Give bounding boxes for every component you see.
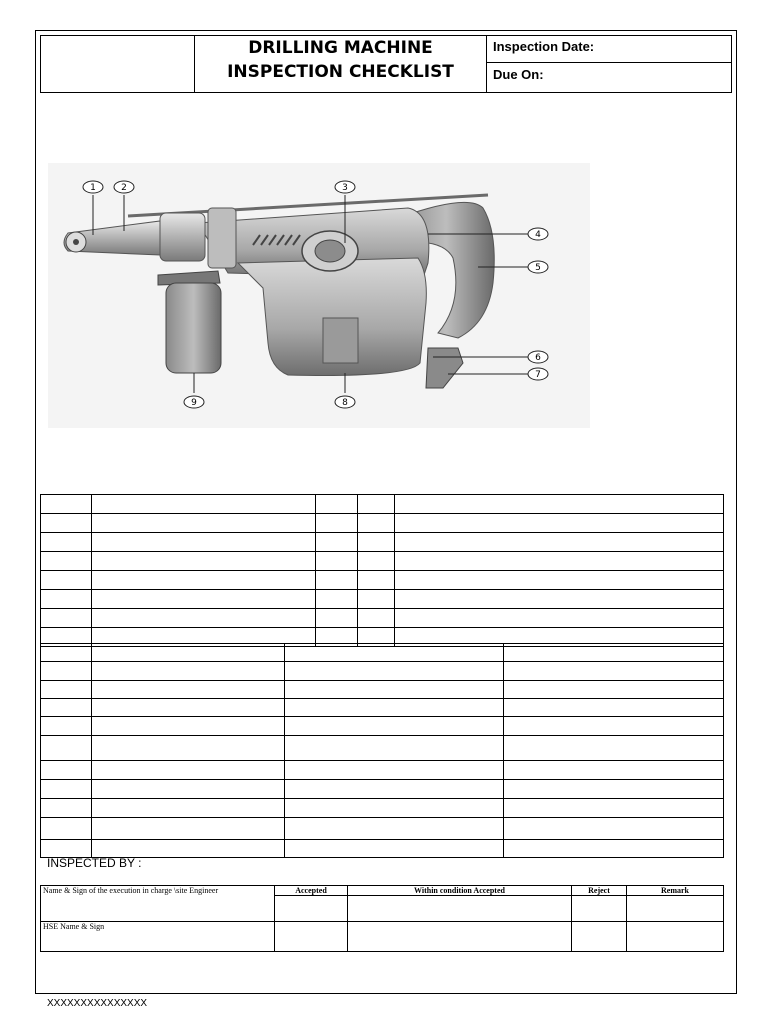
table-cell[interactable]: [92, 533, 316, 552]
table-row: [41, 514, 724, 533]
table-cell[interactable]: [504, 681, 724, 699]
table-row: [41, 840, 724, 858]
table-cell[interactable]: [41, 552, 92, 571]
callout-1-label: 1: [90, 183, 96, 193]
table-cell[interactable]: [504, 736, 724, 761]
table-cell[interactable]: [285, 717, 504, 736]
table-cell[interactable]: [504, 761, 724, 780]
engineer-accepted-cell[interactable]: [275, 896, 348, 922]
table-cell[interactable]: [92, 780, 285, 799]
table-cell[interactable]: [316, 533, 358, 552]
logo-cell: [41, 36, 195, 92]
title-line-2: INSPECTION CHECKLIST: [227, 62, 454, 82]
table-cell[interactable]: [504, 780, 724, 799]
hse-within-cell[interactable]: [348, 922, 572, 952]
table-cell[interactable]: [92, 761, 285, 780]
table-cell[interactable]: [504, 662, 724, 681]
table-cell[interactable]: [358, 609, 395, 628]
callout-5-label: 5: [535, 263, 541, 273]
table-cell[interactable]: [358, 495, 395, 514]
checklist-table-upper: [40, 494, 724, 647]
table-row: [41, 609, 724, 628]
table-cell[interactable]: [316, 590, 358, 609]
within-condition-header: Within condition Accepted: [348, 886, 572, 896]
table-cell[interactable]: [92, 590, 316, 609]
table-row: [41, 799, 724, 818]
table-cell[interactable]: [92, 681, 285, 699]
hse-reject-cell[interactable]: [572, 922, 627, 952]
table-cell[interactable]: [504, 717, 724, 736]
date-cells: [487, 36, 732, 92]
inspected-by-label: INSPECTED BY :: [47, 856, 142, 870]
table-cell[interactable]: [504, 699, 724, 717]
table-cell[interactable]: [316, 609, 358, 628]
callout-7-label: 7: [535, 370, 541, 380]
table-cell[interactable]: [285, 761, 504, 780]
table-cell[interactable]: [504, 799, 724, 818]
table-cell[interactable]: [504, 818, 724, 840]
table-row: [41, 717, 724, 736]
engineer-sign-cell[interactable]: Name & Sign of the execution in charge \site Engineer: [41, 886, 275, 922]
table-cell[interactable]: [92, 552, 316, 571]
callout-8-label: 8: [342, 398, 348, 408]
table-cell[interactable]: [41, 681, 92, 699]
document-header: [40, 35, 732, 93]
table-cell[interactable]: [41, 644, 92, 662]
table-cell[interactable]: [285, 799, 504, 818]
table-row: [41, 662, 724, 681]
table-cell[interactable]: [358, 590, 395, 609]
callout-3-label: 3: [342, 183, 348, 193]
table-cell[interactable]: [92, 717, 285, 736]
table-cell[interactable]: [92, 699, 285, 717]
hse-accepted-cell[interactable]: [275, 922, 348, 952]
remark-header: Remark: [627, 886, 724, 896]
title-cell: [195, 36, 487, 92]
checklist-table-lower: [40, 643, 724, 858]
table-cell[interactable]: [41, 571, 92, 590]
table-cell[interactable]: [395, 514, 724, 533]
table-cell[interactable]: [358, 514, 395, 533]
table-cell[interactable]: [41, 495, 92, 514]
table-cell[interactable]: [41, 840, 92, 858]
table-cell[interactable]: [41, 590, 92, 609]
table-cell[interactable]: [504, 644, 724, 662]
due-on-field[interactable]: Due On:: [493, 67, 544, 82]
table-row: [41, 818, 724, 840]
hse-sign-cell[interactable]: HSE Name & Sign: [41, 922, 275, 952]
table-cell[interactable]: [92, 644, 285, 662]
hse-remark-cell[interactable]: [627, 922, 724, 952]
table-row: [41, 699, 724, 717]
engineer-within-cell[interactable]: [348, 896, 572, 922]
drilling-machine-diagram: [48, 163, 590, 428]
table-cell[interactable]: [285, 840, 504, 858]
table-cell[interactable]: [285, 644, 504, 662]
table-cell[interactable]: [285, 699, 504, 717]
table-cell[interactable]: [41, 736, 92, 761]
table-row: [41, 780, 724, 799]
table-cell[interactable]: [92, 840, 285, 858]
table-cell[interactable]: [41, 799, 92, 818]
table-cell[interactable]: [92, 662, 285, 681]
table-row: [41, 644, 724, 662]
table-cell[interactable]: [41, 818, 92, 840]
table-cell[interactable]: [41, 662, 92, 681]
table-cell[interactable]: [358, 533, 395, 552]
table-row: [41, 533, 724, 552]
table-cell[interactable]: [285, 681, 504, 699]
table-row: [41, 761, 724, 780]
table-cell[interactable]: [395, 552, 724, 571]
engineer-remark-cell[interactable]: [627, 896, 724, 922]
table-cell[interactable]: [395, 590, 724, 609]
table-row: [41, 681, 724, 699]
table-row: [41, 495, 724, 514]
table-cell[interactable]: [41, 609, 92, 628]
reject-header: Reject: [572, 886, 627, 896]
callout-6-label: 6: [535, 353, 541, 363]
signoff-table: [40, 885, 724, 952]
table-cell[interactable]: [92, 736, 285, 761]
table-cell[interactable]: [41, 761, 92, 780]
table-cell[interactable]: [358, 571, 395, 590]
table-row: [41, 736, 724, 761]
callout-4-label: 4: [535, 230, 541, 240]
table-cell[interactable]: [316, 552, 358, 571]
table-cell[interactable]: [285, 662, 504, 681]
engineer-reject-cell[interactable]: [572, 896, 627, 922]
callout-9-label: 9: [191, 398, 197, 408]
table-cell[interactable]: [92, 495, 316, 514]
table-cell[interactable]: [316, 495, 358, 514]
table-cell[interactable]: [395, 571, 724, 590]
table-cell[interactable]: [92, 571, 316, 590]
table-row: [41, 552, 724, 571]
table-cell[interactable]: [358, 552, 395, 571]
table-cell[interactable]: [41, 717, 92, 736]
table-cell[interactable]: [41, 514, 92, 533]
table-cell[interactable]: [41, 699, 92, 717]
table-cell[interactable]: [285, 736, 504, 761]
table-cell[interactable]: [316, 514, 358, 533]
callout-2-label: 2: [121, 183, 127, 193]
table-cell[interactable]: [92, 609, 316, 628]
table-cell[interactable]: [395, 609, 724, 628]
table-cell[interactable]: [41, 533, 92, 552]
table-cell[interactable]: [285, 780, 504, 799]
title-line-1: DRILLING MACHINE: [248, 38, 433, 58]
inspection-date-field[interactable]: Inspection Date:: [487, 36, 732, 63]
table-cell[interactable]: [41, 780, 92, 799]
table-cell[interactable]: [395, 533, 724, 552]
table-cell[interactable]: [316, 571, 358, 590]
table-cell[interactable]: [92, 514, 316, 533]
table-cell[interactable]: [504, 840, 724, 858]
footer-code: XXXXXXXXXXXXXXX: [47, 998, 148, 1009]
table-cell[interactable]: [92, 799, 285, 818]
table-cell[interactable]: [285, 818, 504, 840]
table-cell[interactable]: [92, 818, 285, 840]
table-cell[interactable]: [395, 495, 724, 514]
table-row: [41, 571, 724, 590]
accepted-header: Accepted: [275, 886, 348, 896]
table-row: [41, 590, 724, 609]
